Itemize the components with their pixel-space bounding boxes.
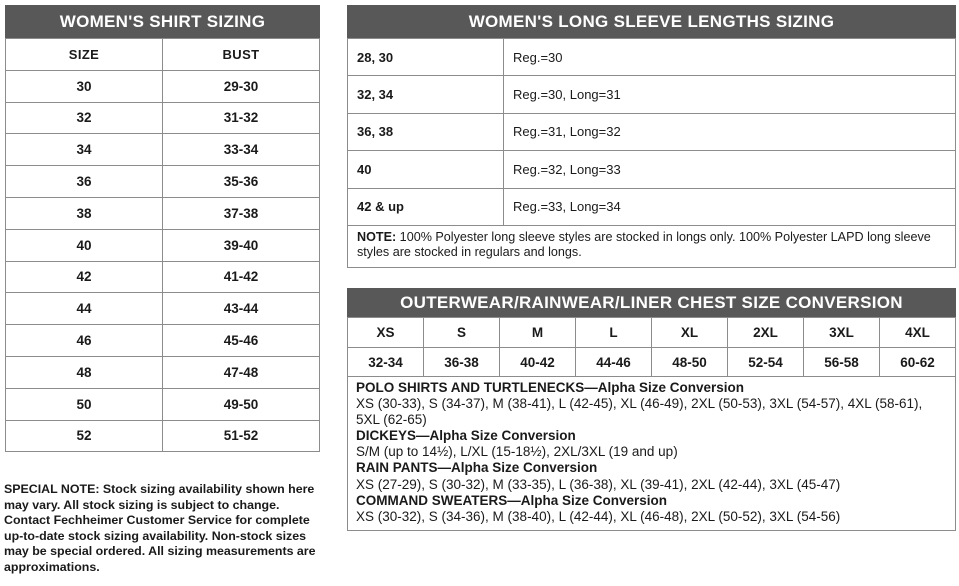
bust-value: 31-32 xyxy=(163,102,320,134)
womens-shirt-sizing-title: WOMEN'S SHIRT SIZING xyxy=(5,5,320,38)
chest-range-2xl: 52-54 xyxy=(728,348,804,377)
size-value: 40 xyxy=(6,229,163,261)
rain-pants-heading: RAIN PANTS—Alpha Size Conversion xyxy=(356,460,598,476)
table-row xyxy=(348,188,956,225)
column-header-bust: BUST xyxy=(163,39,320,71)
table-row xyxy=(348,76,956,113)
womens-shirt-sizing-table xyxy=(5,5,320,452)
size-value: 38 xyxy=(6,197,163,229)
command-sweaters-sizes: XS (30-32), S (34-36), M (38-40), L (42-44), XL (46-48), 2XL (50-52), 3XL (54-56) xyxy=(356,508,841,524)
alpha-size-xs: XS xyxy=(348,318,424,348)
size-value: 46 xyxy=(6,325,163,357)
table-row xyxy=(6,134,320,166)
sleeve-size-value: 36, 38 xyxy=(348,113,504,150)
long-sleeve-note-text: 100% Polyester long sleeve styles are stocked in longs only. 100% Polyester LAPD long sleeve styles are stocked in regulars and longs. xyxy=(357,229,931,260)
alpha-size-header-row xyxy=(348,318,956,348)
dickeys-sizes: S/M (up to 14½), L/XL (15-18½), 2XL/3XL (19 and up) xyxy=(356,444,678,460)
alpha-size-3xl: 3XL xyxy=(804,318,880,348)
outerwear-conversion-title: OUTERWEAR/RAINWEAR/LINER CHEST SIZE CONVERSION xyxy=(347,288,956,317)
long-sleeve-lengths-table xyxy=(347,5,956,268)
chest-range-xs: 32-34 xyxy=(348,348,424,377)
bust-value: 43-44 xyxy=(163,293,320,325)
alpha-size-m: M xyxy=(500,318,576,348)
sleeve-length-value: Reg.=30, Long=31 xyxy=(504,76,956,113)
table-row xyxy=(6,70,320,102)
table-row xyxy=(6,166,320,198)
dickeys-heading: DICKEYS—Alpha Size Conversion xyxy=(356,428,576,444)
chest-range-4xl: 60-62 xyxy=(880,348,956,377)
sleeve-size-value: 40 xyxy=(348,151,504,188)
table-row xyxy=(6,356,320,388)
womens-shirt-size-grid xyxy=(5,38,320,452)
table-row xyxy=(348,151,956,188)
bust-value: 51-52 xyxy=(163,420,320,452)
sleeve-length-value: Reg.=31, Long=32 xyxy=(504,113,956,150)
sleeve-size-value: 32, 34 xyxy=(348,76,504,113)
table-row xyxy=(6,102,320,134)
sleeve-length-value: Reg.=30 xyxy=(504,39,956,76)
outerwear-chest-conversion-table xyxy=(347,288,956,531)
rain-pants-sizes: XS (27-29), S (30-32), M (33-35), L (36-38), XL (39-41), 2XL (42-44), 3XL (45-47) xyxy=(356,476,841,492)
size-value: 36 xyxy=(6,166,163,198)
polo-turtleneck-heading: POLO SHIRTS AND TURTLENECKS—Alpha Size Conversion xyxy=(356,380,745,395)
special-note-label: SPECIAL NOTE: xyxy=(4,482,100,496)
table-row xyxy=(348,39,956,76)
chest-range-3xl: 56-58 xyxy=(804,348,880,377)
table-header-row xyxy=(6,39,320,71)
long-sleeve-grid xyxy=(347,38,956,268)
bust-value: 29-30 xyxy=(163,70,320,102)
outerwear-conversion-grid xyxy=(347,317,956,531)
bust-value: 35-36 xyxy=(163,166,320,198)
table-row xyxy=(6,325,320,357)
bust-value: 41-42 xyxy=(163,261,320,293)
sleeve-size-value: 42 & up xyxy=(348,188,504,225)
size-value: 48 xyxy=(6,356,163,388)
chest-range-row xyxy=(348,348,956,377)
bust-value: 49-50 xyxy=(163,388,320,420)
alpha-size-l: L xyxy=(576,318,652,348)
size-value: 50 xyxy=(6,388,163,420)
table-row xyxy=(6,229,320,261)
table-row xyxy=(6,197,320,229)
chest-range-l: 44-46 xyxy=(576,348,652,377)
command-sweaters-heading: COMMAND SWEATERS—Alpha Size Conversion xyxy=(356,492,668,508)
polo-turtleneck-sizes: XS (30-33), S (34-37), M (38-41), L (42-45), XL (46-49), 2XL (50-53), 3XL (54-57), 4XL (58-61), 5XL (62-65) xyxy=(356,396,923,428)
column-header-size: SIZE xyxy=(6,39,163,71)
bust-value: 37-38 xyxy=(163,197,320,229)
table-row xyxy=(6,293,320,325)
alpha-conversion-notes-row xyxy=(348,377,956,531)
long-sleeve-lengths-title: WOMEN'S LONG SLEEVE LENGTHS SIZING xyxy=(347,5,956,38)
sleeve-length-value: Reg.=32, Long=33 xyxy=(504,151,956,188)
table-row xyxy=(6,261,320,293)
chest-range-s: 36-38 xyxy=(424,348,500,377)
long-sleeve-note-label: NOTE: xyxy=(357,229,397,244)
size-value: 44 xyxy=(6,293,163,325)
alpha-size-2xl: 2XL xyxy=(728,318,804,348)
bust-value: 39-40 xyxy=(163,229,320,261)
table-row xyxy=(6,420,320,452)
special-note-text: Stock sizing availability shown here may vary. All stock sizing is subject to change. Contact Fechheimer Customer Service for complete up-to-date stock sizing availability. Non-stock sizes may be special ordered. All sizing measurements are approximations. xyxy=(4,482,316,574)
bust-value: 45-46 xyxy=(163,325,320,357)
alpha-conversion-notes xyxy=(348,377,956,531)
chest-range-xl: 48-50 xyxy=(652,348,728,377)
chest-range-m: 40-42 xyxy=(500,348,576,377)
size-value: 52 xyxy=(6,420,163,452)
bust-value: 33-34 xyxy=(163,134,320,166)
bust-value: 47-48 xyxy=(163,356,320,388)
sleeve-size-value: 28, 30 xyxy=(348,39,504,76)
long-sleeve-note-row xyxy=(348,225,956,267)
sleeve-length-value: Reg.=33, Long=34 xyxy=(504,188,956,225)
alpha-size-xl: XL xyxy=(652,318,728,348)
alpha-size-4xl: 4XL xyxy=(880,318,956,348)
long-sleeve-note xyxy=(348,225,956,267)
table-row xyxy=(348,113,956,150)
size-value: 34 xyxy=(6,134,163,166)
table-row xyxy=(6,388,320,420)
special-note xyxy=(4,482,324,576)
alpha-size-s: S xyxy=(424,318,500,348)
size-value: 32 xyxy=(6,102,163,134)
size-value: 42 xyxy=(6,261,163,293)
size-value: 30 xyxy=(6,70,163,102)
